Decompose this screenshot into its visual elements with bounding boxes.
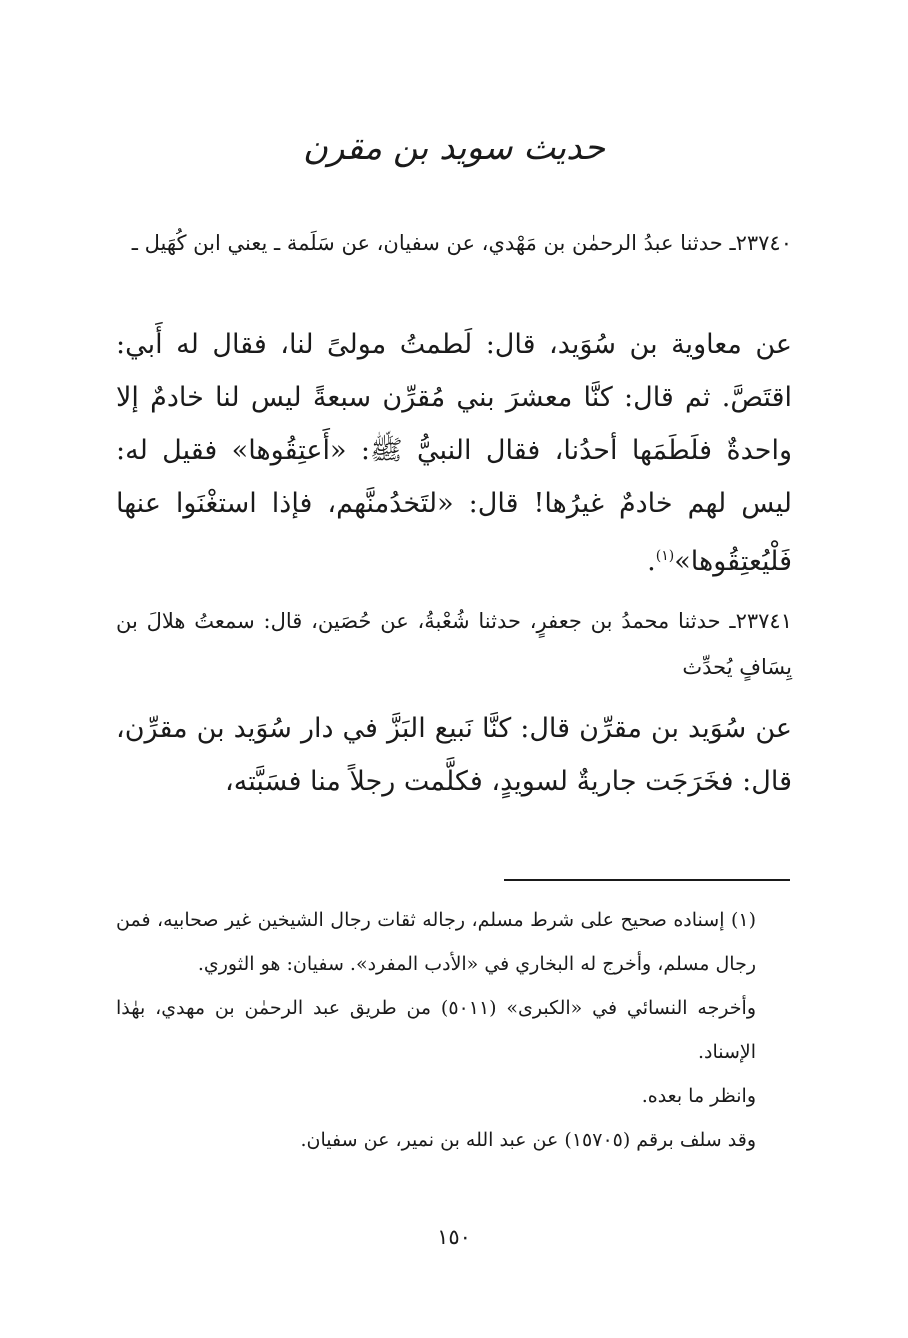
hadith-23740-end-mark: . — [647, 546, 656, 577]
hadith-23740-isnad: ٢٣٧٤٠ـ حدثنا عبدُ الرحمٰن بن مَهْدي، عن سفيان، عن سَلَمة ـ يعني ابن كُهَيل ـ — [131, 231, 792, 255]
footnote-1-text: (١) إسناده صحيح على شرط مسلم، رجاله ثقات رجال الشيخين غير صحابيه، فمن رجال مسلم، وأخرج له البخاري في «الأدب المفرد». سفيان: هو الثوري. — [116, 909, 756, 975]
footnotes-section — [116, 898, 792, 1162]
hadith-23741-matn: عن سُوَيد بن مقرِّن قال: كنَّا نَبيع البَزَّ في دار سُوَيد بن مقرِّن، قال: فخَرَجَت جاريةٌ لسويدٍ، فكلَّمت رجلاً منا فسَبَّته، — [116, 713, 792, 797]
chapter-title: حديث سويد بن مقرن — [303, 128, 605, 168]
footnote-reference: (١) — [655, 548, 675, 564]
footnote-1-previous: وقد سلف برقم (١٥٧٠٥) عن عبد الله بن نمير، عن سفيان. — [300, 1129, 756, 1151]
hadith-23741-isnad: ٢٣٧٤١ـ حدثنا محمدُ بن جعفرٍ، حدثنا شُعْبةُ، عن حُصَين، قال: سمعتُ هلالَ بن يِسَافٍ يُحدِّث — [116, 609, 792, 679]
footnote-1-see-next: وانظر ما بعده. — [641, 1085, 756, 1107]
hadith-23740-text: عن معاوية بن سُوَيد، قال: لَطمتُ مولىً لنا، فقال له أَبي: اقتَصَّ. ثم قال: كنَّا معشرَ بني مُقرِّن سبعةً ليس لنا خادمٌ إلا واحدةٌ فلَطَمَها أحدُنا، فقال النبيُّ ﷺ: «أَعتِقُوها» فقيل له: ليس لهم خادمٌ غيرُها! قال: «لتَخدُمنَّهم، فإذا استغْنَوا عنها فَلْيُعتِقُوها» — [116, 329, 792, 577]
page-number: ١٥٠ — [437, 1225, 471, 1249]
hadith-23740-matn — [116, 318, 792, 588]
footnote-divider — [504, 879, 790, 881]
footnote-1-takhrij: وأخرجه النسائي في «الكبرى» (٥٠١١) من طريق عبد الرحمٰن بن مهدي، بهٰذا الإسناد. — [116, 997, 756, 1063]
